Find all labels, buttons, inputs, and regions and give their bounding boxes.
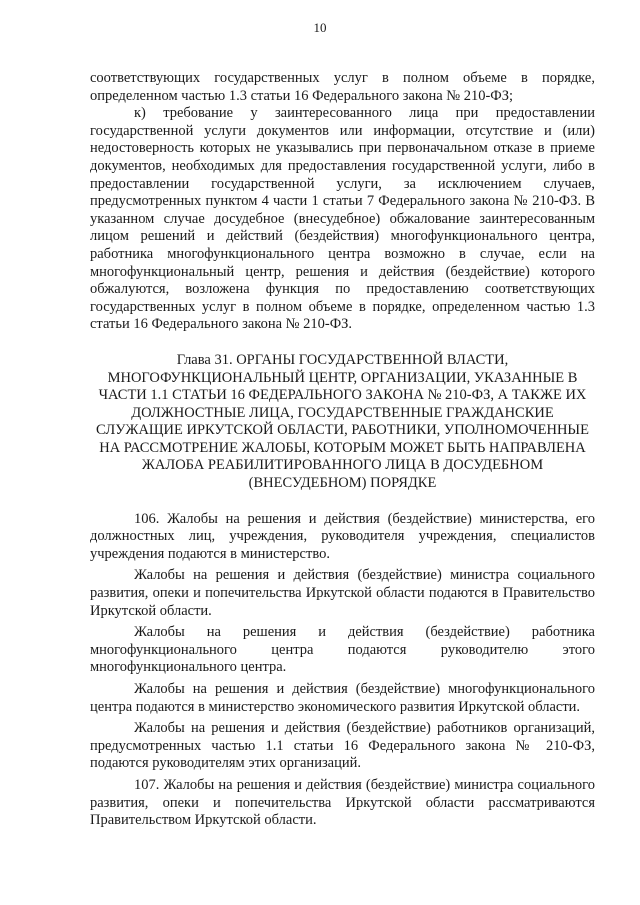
paragraph-106: 106. Жалобы на решения и действия (бездействие) министерства, его должностных лиц, учреждения, руководителя учреждения, специалистов учреждения подаются в министерство. xyxy=(90,510,595,562)
paragraph-item-k: к) требование у заинтересованного лица при предоставлении государственной услуги документов или информации, отсутствие и (или) недостоверность которых не указывались при первоначальном отказе в приеме документов, необходимых для предоставления государственной услуги, либо в предоставлении государственной услуги, за исключением случаев, предусмотренных пунктом 4 части 1 статьи 7 Федерального закона № 210-ФЗ. В указанном случае досудебное (внесудебное) обжалование заинтересованным лицом решений и действий (бездействия) многофункционального центра, работника многофункционального центра возможно в случае, если на многофункциональный центр, решения и действия (бездействие) которого обжалуются, возложена функция по предоставлению соответствующих государственных услуг в полном объеме в порядке, определенном частью 1.3 статьи 16 Федерального закона № 210-ФЗ. xyxy=(90,105,595,333)
paragraph-organization-complaints: Жалобы на решения и действия (бездействие) работников организаций, предусмотренных частью 1.1 статьи 16 Федерального закона № 210-ФЗ, подаются руководителям этих организаций. xyxy=(90,720,595,772)
paragraph-107: 107. Жалобы на решения и действия (бездействие) министра социального развития, опеки и попечительства Иркутской области рассматриваются Правительством Иркутской области. xyxy=(90,776,595,829)
paragraph-minister-complaints: Жалобы на решения и действия (бездействие) министра социального развития, опеки и попечительства Иркутской области подаются в Правительство Иркутской области. xyxy=(90,567,595,619)
paragraph-continuation: соответствующих государственных услуг в полном объеме в порядке, определенном частью 1.3 статьи 16 Федерального закона № 210-ФЗ; xyxy=(90,70,595,104)
chapter-heading: Глава 31. ОРГАНЫ ГОСУДАРСТВЕННОЙ ВЛАСТИ, МНОГОФУНКЦИОНАЛЬНЫЙ ЦЕНТР, ОРГАНИЗАЦИИ, УКАЗАННЫЕ В ЧАСТИ 1.1 СТАТЬИ 16 ФЕДЕРАЛЬНОГО ЗАКОНА № 210-ФЗ, А ТАКЖЕ ИХ ДОЛЖНОСТНЫЕ ЛИЦА, ГОСУДАРСТВЕННЫЕ ГРАЖДАНСКИЕ СЛУЖАЩИЕ ИРКУТСКОЙ ОБЛАСТИ, РАБОТНИКИ, УПОЛНОМОЧЕННЫЕ НА РАССМОТРЕНИЕ ЖАЛОБЫ, КОТОРЫМ МОЖЕТ БЫТЬ НАПРАВЛЕНА ЖАЛОБА РЕАБИЛИТИРОВАННОГО ЛИЦА В ДОСУДЕБНОМ (ВНЕСУДЕБНОМ) ПОРЯДКЕ xyxy=(96,351,589,492)
chapter-paragraphs xyxy=(90,511,595,830)
document-body xyxy=(90,70,595,834)
paragraph-mfc-worker-complaints: Жалобы на решения и действия (бездействие) работника многофункционального центра подаются руководителю этого многофункционального центра. xyxy=(90,624,595,676)
paragraph-mfc-complaints: Жалобы на решения и действия (бездействие) многофункционального центра подаются в министерство экономического развития Иркутской области. xyxy=(90,681,595,715)
page-number: 10 xyxy=(313,20,327,35)
